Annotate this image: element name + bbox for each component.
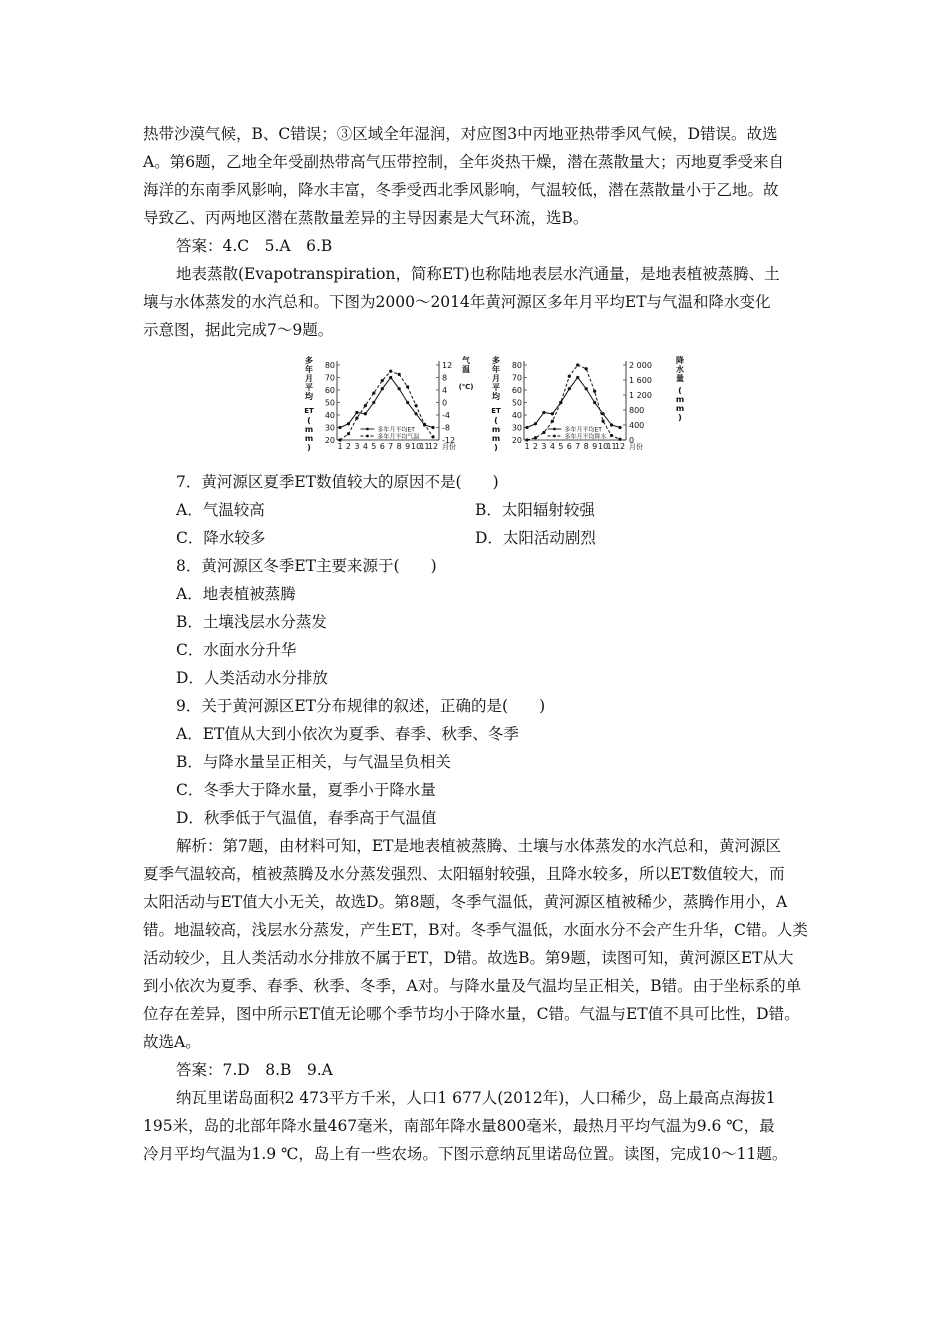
left-axis-title: ) xyxy=(494,443,498,452)
analysis-line: 太阳活动与ET值大小无关，故选D。第8题，冬季气温低，黄河源区植被稀少，蒸腾作用小，A xyxy=(143,893,788,911)
option-8d: D．人类活动水分排放 xyxy=(176,669,328,687)
legend-label: 多年月平均ET xyxy=(564,426,602,434)
right-axis-title: 水 xyxy=(676,365,684,374)
legend-label: 多年月平均ET xyxy=(377,426,415,434)
left-axis-title: 多 xyxy=(305,356,313,365)
data-point xyxy=(618,426,621,429)
data-point xyxy=(389,370,392,373)
data-point xyxy=(414,404,417,407)
text-line: 地表蒸散(Evapotranspiration，简称ET)也称陆地表层水汽通量，是地表植被蒸腾、土 xyxy=(176,265,780,283)
left-tick-label: 70 xyxy=(511,373,522,383)
x-tick-label: 11 xyxy=(606,442,617,451)
left-axis-title: 年 xyxy=(492,365,500,374)
option-7c: C．降水较多 xyxy=(176,529,266,547)
right-tick-label: -8 xyxy=(442,423,450,433)
x-tick-label: 5 xyxy=(371,442,377,451)
data-point xyxy=(618,438,621,441)
analysis-line: 夏季气温较高，植被蒸腾及水分蒸发强烈、太阳辐射较强，且降水较多，所以ET数值较大，而 xyxy=(143,865,785,883)
data-point xyxy=(534,436,537,439)
option-9d: D．秋季低于气温值，春季高于气温值 xyxy=(176,809,437,827)
data-point xyxy=(601,420,604,423)
x-tick-label: 8 xyxy=(396,442,402,451)
x-tick-label: 4 xyxy=(362,442,368,451)
right-tick-label: 4 xyxy=(442,386,448,395)
legend-marker xyxy=(366,435,369,438)
right-axis-title: m xyxy=(675,404,685,413)
x-tick-label: 2 xyxy=(345,442,352,451)
right-tick-label: 400 xyxy=(629,421,645,430)
option-9a: A．ET值从大到小依次为夏季、春季、秋季、冬季 xyxy=(176,725,519,743)
x-tick-label: 5 xyxy=(558,442,564,451)
text-line: 冷月平均气温为1.9 ℃，岛上有一些农场。下图示意纳瓦里诺岛位置。读图，完成10～11题。 xyxy=(143,1145,788,1163)
right-axis-title: ( xyxy=(678,386,682,395)
left-tick-label: 40 xyxy=(324,411,335,420)
left-tick-label: 80 xyxy=(324,361,335,370)
option-8b: B．土壤浅层水分蒸发 xyxy=(176,613,327,631)
left-axis-title: 月 xyxy=(305,374,313,383)
text-line: 示意图，据此完成7～9题。 xyxy=(143,321,334,339)
legend-label: 多年月平均降水 xyxy=(564,433,607,441)
x-axis-label: 月份 xyxy=(442,443,456,451)
left-axis-title: ET xyxy=(304,407,314,415)
et-temperature-chart xyxy=(303,355,478,455)
data-point xyxy=(355,417,358,420)
text-line: 海洋的东南季风影响，降水丰富，冬季受西北季风影响，气温较低，潜在蒸散量小于乙地。故 xyxy=(143,181,779,199)
option-7a: A．气温较高 xyxy=(176,501,265,519)
legend-marker xyxy=(553,428,556,431)
left-tick-label: 30 xyxy=(324,423,335,433)
series-line xyxy=(527,378,620,428)
x-tick-label: 10 xyxy=(410,442,422,451)
left-axis-title: 平 xyxy=(305,383,313,392)
right-tick-label: 0 xyxy=(629,436,635,445)
text-line: 壤与水体蒸发的水汽总和。下图为2000～2014年黄河源区多年月平均ET与气温和降水变化 xyxy=(143,293,771,311)
data-point xyxy=(601,412,604,415)
data-point xyxy=(398,373,401,376)
right-axis-title: 温 xyxy=(462,365,470,374)
data-point xyxy=(593,401,596,404)
x-tick-label: 3 xyxy=(354,442,360,451)
x-tick-label: 12 xyxy=(614,442,626,451)
legend-marker xyxy=(366,428,369,431)
option-9c: C．冬季大于降水量，夏季小于降水量 xyxy=(176,781,436,799)
analysis-line: 到小依次为夏季、春季、秋季、冬季，A对。与降水量及气温均呈正相关，B错。由于坐标系的单 xyxy=(143,977,802,995)
analysis-line: 位存在差异，图中所示ET值无论哪个季节均小于降水量，C错。气温与ET值不具可比性，D错。 xyxy=(143,1005,800,1023)
data-point xyxy=(431,426,434,429)
data-point xyxy=(610,423,613,426)
x-tick-label: 1 xyxy=(337,442,343,451)
question-8: 8．黄河源区冬季ET主要来源于( ) xyxy=(176,557,437,575)
x-tick-label: 4 xyxy=(549,442,555,451)
x-tick-label: 8 xyxy=(583,442,589,451)
data-point xyxy=(338,438,341,441)
data-point xyxy=(525,438,528,441)
right-tick-label: 1 200 xyxy=(629,391,652,400)
x-tick-label: 9 xyxy=(592,442,598,451)
data-point xyxy=(551,412,554,415)
data-point xyxy=(406,385,409,388)
answer-line: 答案：7.D 8.B 9.A xyxy=(176,1061,333,1079)
data-point xyxy=(355,411,358,414)
x-tick-label: 6 xyxy=(566,442,572,451)
data-point xyxy=(610,434,613,437)
left-axis-title: ) xyxy=(307,443,311,452)
x-tick-label: 11 xyxy=(419,442,430,451)
data-point xyxy=(542,411,545,414)
left-tick-label: 20 xyxy=(511,436,522,445)
analysis-line: 活动较少，且人类活动水分排放不属于ET，D错。故选B。第9题，读图可知，黄河源区ET从大 xyxy=(143,949,794,967)
data-point xyxy=(347,432,350,435)
data-point xyxy=(372,401,375,404)
data-point xyxy=(423,423,426,426)
data-point xyxy=(347,422,350,425)
left-axis-title: 均 xyxy=(492,392,500,401)
data-point xyxy=(372,392,375,395)
x-tick-label: 9 xyxy=(405,442,411,451)
right-axis-title: 降 xyxy=(676,356,684,365)
series-line xyxy=(340,378,433,428)
right-tick-label: 12 xyxy=(442,361,453,370)
left-axis-title: ( xyxy=(494,416,498,425)
left-axis-title: 多 xyxy=(492,356,500,365)
right-tick-label: 800 xyxy=(629,406,645,415)
left-tick-label: 50 xyxy=(324,398,335,408)
left-tick-label: 80 xyxy=(511,361,522,370)
data-point xyxy=(576,363,579,366)
data-point xyxy=(551,420,554,423)
left-axis-title: m xyxy=(304,434,314,443)
data-point xyxy=(534,422,537,425)
left-axis-title: 均 xyxy=(305,392,313,401)
left-axis-title: m xyxy=(491,434,501,443)
question-7: 7．黄河源区夏季ET数值较大的原因不是( ) xyxy=(176,473,499,491)
text-line: A。第6题，乙地全年受副热带高气压带控制，全年炎热干燥，潜在蒸散量大；丙地夏季受来自 xyxy=(143,153,785,171)
left-tick-label: 40 xyxy=(511,411,522,420)
analysis-line: 解析：第7题，由材料可知，ET是地表植被蒸腾、土壤与水体蒸发的水汽总和，黄河源区 xyxy=(176,837,782,855)
text-line: 195米，岛的北部年降水量467毫米，南部年降水量800毫米，最热月平均气温为9.6 ℃，最 xyxy=(143,1117,775,1135)
text-line: 热带沙漠气候，B、C错误；③区域全年湿润，对应图3中丙地亚热带季风气候，D错误。故选 xyxy=(143,125,778,143)
question-9: 9．关于黄河源区ET分布规律的叙述，正确的是( ) xyxy=(176,697,546,715)
text-line: 导致乙、丙两地区潜在蒸散量差异的主导因素是大气环流，选B。 xyxy=(143,209,589,227)
legend-marker xyxy=(553,435,556,438)
data-point xyxy=(542,431,545,434)
x-tick-label: 10 xyxy=(597,442,609,451)
data-point xyxy=(364,412,367,415)
left-tick-label: 60 xyxy=(324,386,335,395)
text-line: 纳瓦里诺岛面积2 473平方千米，人口1 677人(2012年)，人口稀少，岛上最高点海拔1 xyxy=(176,1089,776,1107)
data-point xyxy=(585,387,588,390)
data-point xyxy=(576,376,579,379)
right-tick-label: 0 xyxy=(442,398,448,408)
analysis-line: 故选A。 xyxy=(143,1033,201,1051)
analysis-line: 错。地温较高，浅层水分蒸发，产生ET，B对。冬季气温低，水面水分不会产生升华，C错。人类 xyxy=(143,921,808,939)
data-point xyxy=(414,412,417,415)
right-tick-label: -4 xyxy=(442,411,450,420)
data-point xyxy=(525,426,528,429)
left-axis-title: 年 xyxy=(305,365,313,374)
x-tick-label: 7 xyxy=(575,442,581,451)
left-axis-title: ( xyxy=(307,416,311,425)
right-axis-title: m xyxy=(675,395,685,404)
data-point xyxy=(559,401,562,404)
right-axis-title: 量 xyxy=(676,374,684,383)
et-precipitation-chart xyxy=(490,355,690,455)
right-axis-title: (℃) xyxy=(458,383,474,391)
x-tick-label: 6 xyxy=(379,442,385,451)
right-tick-label: 2 000 xyxy=(629,361,652,370)
left-axis-title: 平 xyxy=(492,383,500,392)
data-point xyxy=(381,379,384,382)
left-axis-title: 月 xyxy=(492,374,500,383)
right-axis-title: 气 xyxy=(462,356,470,365)
x-tick-label: 2 xyxy=(532,442,539,451)
data-point xyxy=(381,387,384,390)
option-8c: C．水面水分升华 xyxy=(176,641,297,659)
data-point xyxy=(431,435,434,438)
data-point xyxy=(568,375,571,378)
left-axis-title: m xyxy=(491,425,501,434)
right-axis-title: ) xyxy=(678,413,682,422)
x-tick-label: 12 xyxy=(427,442,439,451)
right-tick-label: 1 600 xyxy=(629,376,652,385)
left-tick-label: 30 xyxy=(511,423,522,433)
left-axis-title: ET xyxy=(491,407,501,415)
data-point xyxy=(398,387,401,390)
left-tick-label: 60 xyxy=(511,386,522,395)
x-tick-label: 1 xyxy=(524,442,530,451)
option-8a: A．地表植被蒸腾 xyxy=(176,585,296,603)
option-9b: B．与降水量呈正相关，与气温呈负相关 xyxy=(176,753,451,771)
answer-line: 答案：4.C 5.A 6.B xyxy=(176,237,333,255)
left-axis-title: m xyxy=(304,425,314,434)
right-tick-label: -12 xyxy=(442,436,456,445)
data-point xyxy=(568,387,571,390)
option-7d: D．太阳活动剧烈 xyxy=(475,529,596,547)
data-point xyxy=(406,401,409,404)
data-point xyxy=(593,390,596,393)
legend-label: 多年月平均气温 xyxy=(377,433,420,441)
option-7b: B．太阳辐射较强 xyxy=(475,501,595,519)
x-tick-label: 7 xyxy=(388,442,394,451)
data-point xyxy=(338,426,341,429)
data-point xyxy=(389,376,392,379)
left-tick-label: 50 xyxy=(511,398,522,408)
left-tick-label: 70 xyxy=(324,373,335,383)
right-tick-label: 8 xyxy=(442,373,448,383)
data-point xyxy=(585,367,588,370)
left-tick-label: 20 xyxy=(324,436,335,445)
data-point xyxy=(364,404,367,407)
x-axis-label: 月份 xyxy=(629,443,643,451)
x-tick-label: 3 xyxy=(541,442,547,451)
